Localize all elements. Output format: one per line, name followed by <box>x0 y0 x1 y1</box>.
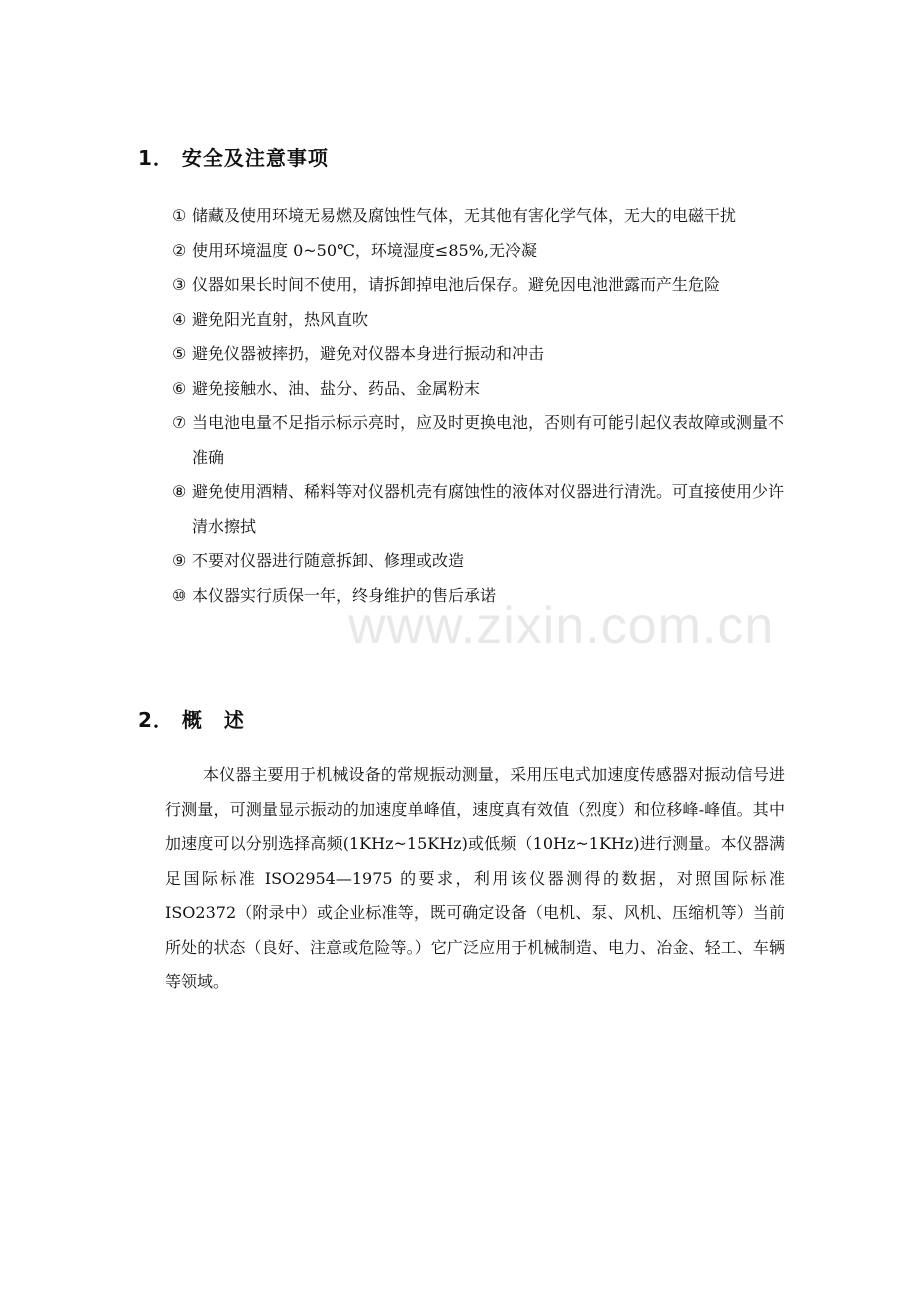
list-item <box>172 579 792 614</box>
item-marker: ⑤ <box>172 344 187 363</box>
list-item <box>172 372 792 407</box>
item-text: 避免接触水、油、盐分、药品、金属粉末 <box>192 378 481 398</box>
item-text: 不要对仪器进行随意拆卸、修理或改造 <box>192 551 465 570</box>
section-1-number: 1． <box>138 146 174 170</box>
list-item <box>172 268 792 303</box>
item-text: 当电池电量不足指示标示亮时，应及时更换电池，否则有可能引起仪表故障或测量不准确 <box>192 413 785 467</box>
list-item <box>172 337 792 372</box>
item-text: 本仪器实行质保一年，终身维护的售后承诺 <box>192 585 497 605</box>
list-item <box>172 303 792 338</box>
list-item <box>172 406 792 475</box>
section-1-title: 安全及注意事项 <box>181 146 329 170</box>
list-item <box>172 475 792 544</box>
item-marker: ③ <box>172 275 187 294</box>
list-item <box>172 544 792 579</box>
safety-notes-list <box>172 199 792 613</box>
item-marker: ① <box>172 206 187 225</box>
item-text: 避免仪器被摔扔，避免对仪器本身进行振动和冲击 <box>192 344 545 363</box>
list-item <box>172 234 792 269</box>
item-marker: ⑧ <box>172 482 187 501</box>
item-text: 储藏及使用环境无易燃及腐蚀性气体，无其他有害化学气体，无大的电磁干扰 <box>192 206 737 225</box>
item-marker: ⑥ <box>172 378 187 398</box>
overview-paragraph: 本仪器主要用于机械设备的常规振动测量，采用压电式加速度传感器对振动信号进行测量，可测量显示振动的加速度单峰值，速度真有效值（烈度）和位移峰-峰值。其中加速度可以分别选择高频(1KHz~15KHz)或低频（10Hz~1KHz)进行测量。本仪器满足国际标准 ISO2954—1975 的要求，利用该仪器测得的数据，对照国际标准 ISO2372（附录中）或企业标准等，既可确定设备（电机、泵、风机、压缩机等）当前所处的状态（良好、注意或危险等。）它广泛应用于机械制造、电力、冶金、轻工、车辆等领域。 <box>165 765 785 991</box>
item-marker: ⑦ <box>172 413 187 432</box>
watermark: www.zixin.com.cn <box>348 597 775 655</box>
item-marker: ⑩ <box>172 585 187 605</box>
section-1-heading <box>138 142 329 171</box>
item-text: 使用环境温度 0~50℃，环境湿度≤85%,无冷凝 <box>192 240 537 260</box>
list-item <box>172 199 792 234</box>
item-text: 避免阳光直射，热风直吹 <box>192 309 369 329</box>
item-text: 避免使用酒精、稀料等对仪器机壳有腐蚀性的液体对仪器进行清洗。可直接使用少许清水擦拭 <box>192 482 785 536</box>
item-marker: ② <box>172 240 187 260</box>
section-2-heading <box>138 704 245 733</box>
item-marker: ④ <box>172 309 187 329</box>
section-2-number: 2． <box>138 708 174 732</box>
item-text: 仪器如果长时间不使用，请拆卸掉电池后保存。避免因电池泄露而产生危险 <box>192 275 721 294</box>
item-marker: ⑨ <box>172 551 187 570</box>
section-2-title: 概 述 <box>181 708 245 732</box>
